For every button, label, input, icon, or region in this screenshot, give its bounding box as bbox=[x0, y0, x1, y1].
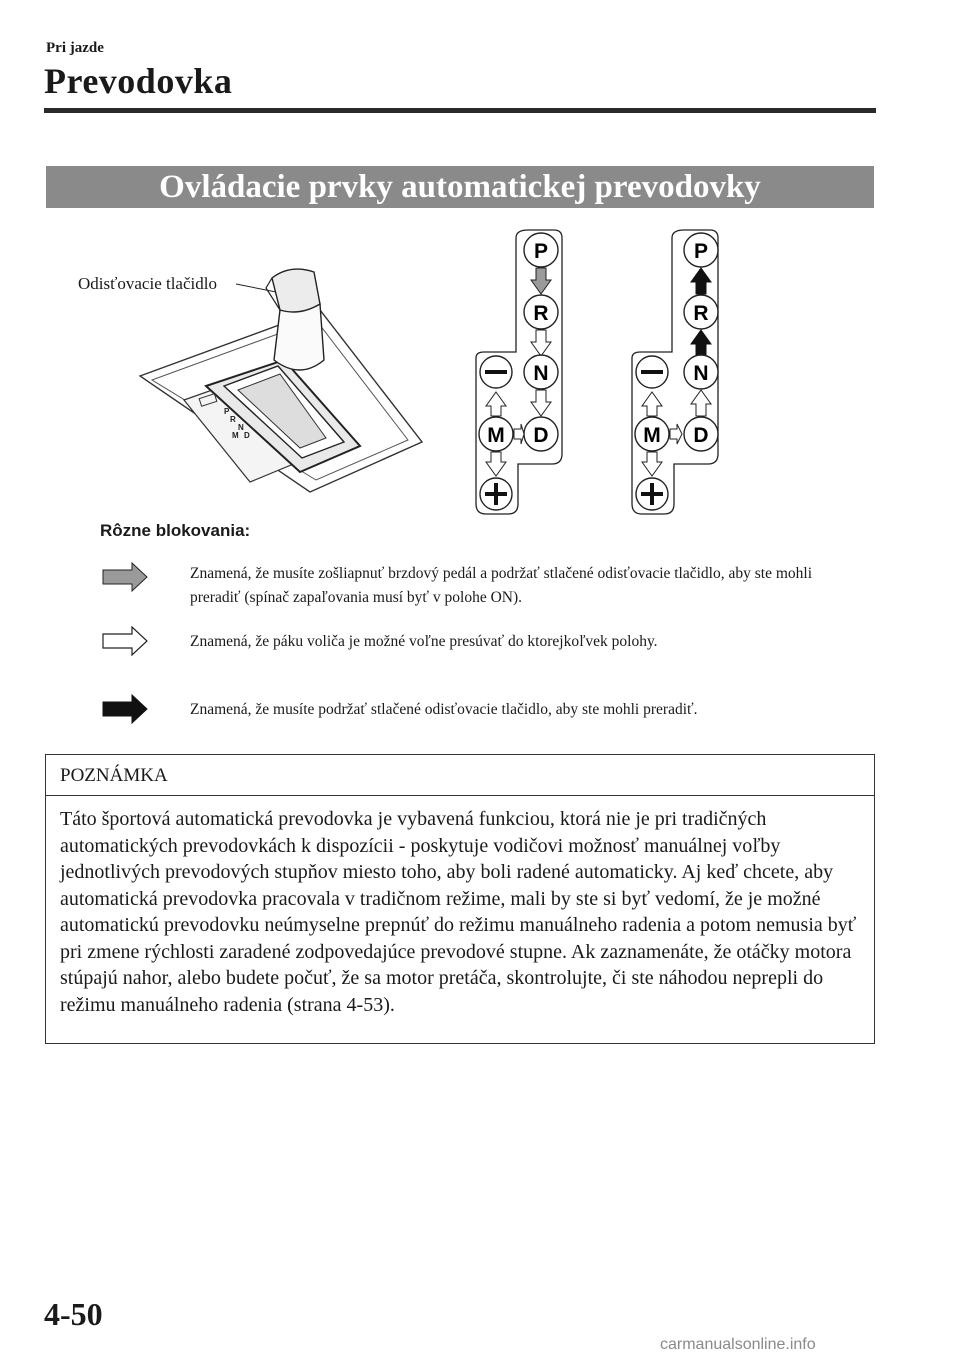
watermark: carmanualsonline.info bbox=[660, 1336, 816, 1353]
legend-text-gray: Znamená, že musíte zošliapnuť brzdový pedál a podržať stlačené odisťovacie tlačidlo, aby ste mohli preradiť (spínač zapaľovania musí byť v polohe ON). bbox=[190, 565, 813, 606]
gate2-letter-p: P bbox=[693, 240, 709, 263]
legend-text-white: Znamená, že páku voliča je možné voľne presúvať do ktorejkoľvek polohy. bbox=[190, 633, 658, 650]
gate2-letter-d: D bbox=[693, 424, 709, 447]
page-title: Prevodovka bbox=[44, 61, 233, 101]
breadcrumb: Pri jazde bbox=[46, 40, 104, 56]
section-banner: Ovládacie prvky automatickej prevodovky bbox=[46, 166, 874, 208]
shifter-callout-label: Odisťovacie tlačidlo bbox=[78, 274, 217, 293]
gate2-letter-r: R bbox=[693, 302, 709, 325]
gate2-letter-n: N bbox=[693, 362, 709, 385]
shifter-plate-letter-p: P bbox=[224, 407, 230, 416]
shifter-plate-letter-m: M bbox=[232, 431, 239, 440]
note-box bbox=[45, 754, 875, 1044]
gate1-letter-d: D bbox=[533, 424, 549, 447]
shifter-plate-letter-d: D bbox=[244, 431, 250, 440]
shifter-plate-letter-r: R bbox=[230, 415, 236, 424]
black-arrow-icon bbox=[102, 694, 148, 724]
shifter-plate-letter-n: N bbox=[238, 423, 244, 432]
lock-types-heading: Rôzne blokovania: bbox=[100, 521, 251, 540]
shifter-illustration bbox=[130, 250, 430, 500]
legend-text-black: Znamená, že musíte podržať stlačené odisťovacie tlačidlo, aby ste mohli preradiť. bbox=[190, 701, 698, 718]
gate-diagram-gray bbox=[472, 228, 572, 518]
gate-diagram-black bbox=[628, 228, 728, 518]
note-body: Táto športová automatická prevodovka je vybavená funkciou, ktorá nie je pri tradičných automatických prevodovkách k dispozícii - poskytuje vodičovi možnosť manuálnej voľby jednotlivých prevodových stupňov miesto toho, aby boli radené automaticky. Aj keď chcete, aby automatická prevodovka pracovala v tradičnom režime, mali by ste si byť vedomí, že je možné automatickú prevodovku neúmyselne prepnúť do režimu manuálneho radenia a potom nemusia byť pri zmene rýchlosti zaradené zodpovedajúce prevodové stupne. Ak zaznamenáte, že otáčky motora stúpajú nahor, alebo budete počuť, že sa motor pretáča, skontrolujte, či ste náhodou neprepli do režimu manuálneho radenia (strana 4-53). bbox=[60, 808, 857, 1016]
gate1-letter-p: P bbox=[533, 240, 549, 263]
note-header: POZNÁMKA bbox=[46, 755, 874, 796]
title-rule bbox=[44, 108, 876, 113]
gray-arrow-icon bbox=[102, 562, 148, 592]
gate1-letter-n: N bbox=[533, 362, 549, 385]
page-number: 4-50 bbox=[44, 1296, 103, 1332]
gate1-letter-r: R bbox=[533, 302, 549, 325]
gate2-letter-m: M bbox=[643, 424, 661, 447]
gate1-letter-m: M bbox=[487, 424, 505, 447]
white-arrow-icon bbox=[102, 626, 148, 656]
